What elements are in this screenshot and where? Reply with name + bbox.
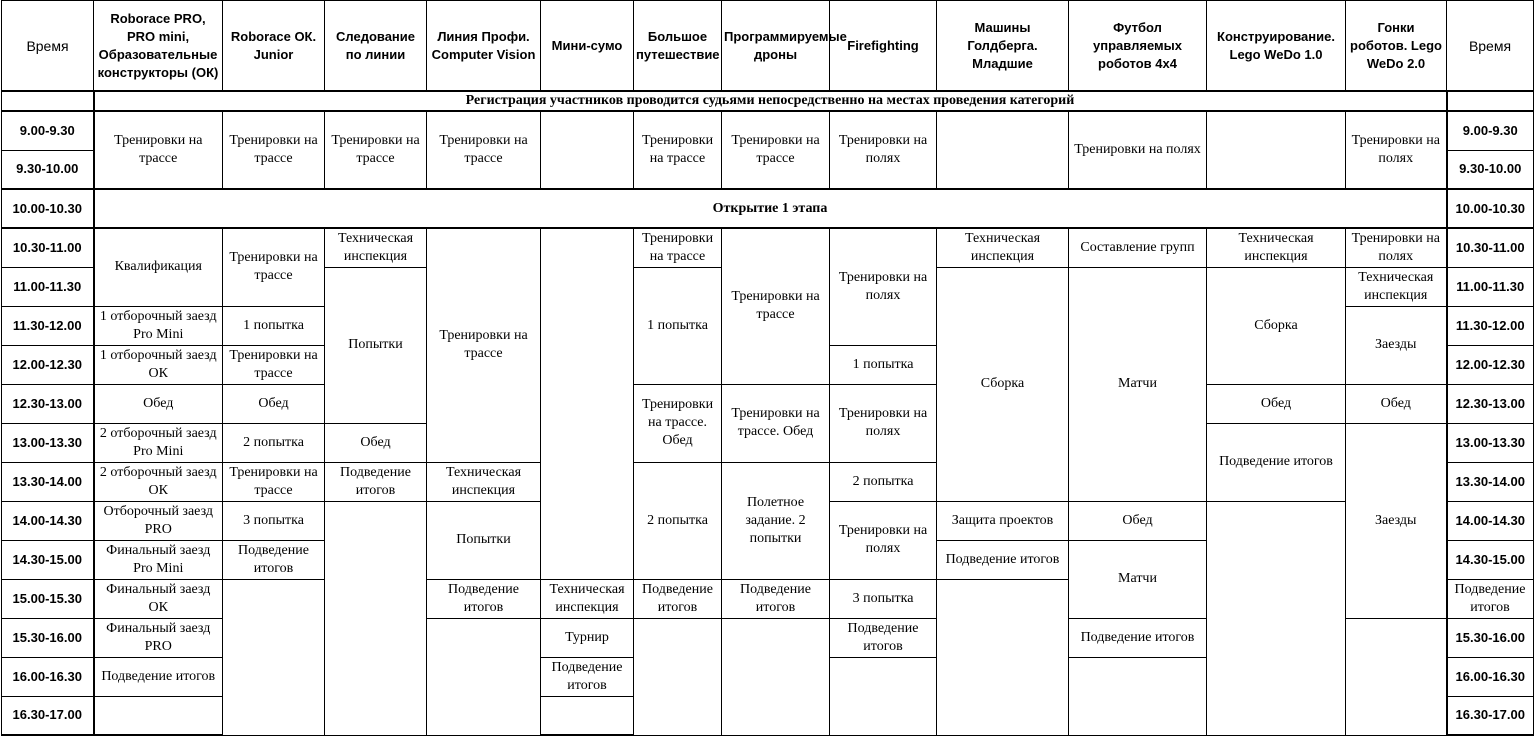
time-cell: 15.00-15.30 (2, 579, 94, 618)
time-cell: 9.00-9.30 (2, 111, 94, 150)
time-cell: 9.00-9.30 (1447, 111, 1534, 150)
schedule-cell: Защита проектов (937, 501, 1069, 540)
schedule-cell: Тренировки на полях (830, 501, 937, 579)
time-cell: 15.30-16.00 (2, 618, 94, 657)
header-line-pro-cv: Линия Профи. Computer Vision (427, 1, 541, 92)
schedule-cell-empty (634, 618, 722, 735)
time-cell: 12.00-12.30 (1447, 345, 1534, 384)
schedule-cell: Подведение итогов (223, 540, 325, 579)
schedule-cell: Квалификация (94, 228, 223, 306)
time-cell: 14.30-15.00 (2, 540, 94, 579)
schedule-cell-empty (541, 111, 634, 189)
schedule-table (1, 0, 1534, 736)
schedule-cell-empty (427, 618, 541, 735)
schedule-cell-empty (1346, 618, 1447, 735)
schedule-cell: Обед (1069, 501, 1207, 540)
header-row (2, 1, 1534, 92)
time-cell: 12.30-13.00 (2, 384, 94, 423)
schedule-cell: Тренировки на трассе. Обед (722, 384, 830, 462)
schedule-cell: 2 отборочный заезд ОК (94, 462, 223, 501)
time-cell: 10.30-11.00 (2, 228, 94, 267)
schedule-cell-empty (541, 228, 634, 579)
schedule-cell: Подведение итогов (325, 462, 427, 501)
header-time-right: Время (1447, 1, 1534, 92)
header-football: Футбол управляемых роботов 4x4 (1069, 1, 1207, 92)
schedule-cell: Тренировки на трассе (94, 111, 223, 189)
schedule-cell: Составление групп (1069, 228, 1207, 267)
schedule-cell: Техническая инспекция (541, 579, 634, 618)
schedule-cell: Тренировки на полях (1346, 228, 1447, 267)
schedule-cell: Финальный заезд PRO (94, 618, 223, 657)
time-cell-empty (1447, 91, 1534, 111)
header-big-journey: Большое путешествие (634, 1, 722, 92)
time-cell: 11.30-12.00 (2, 306, 94, 345)
schedule-cell: Заезды (1346, 306, 1447, 384)
schedule-cell-empty (937, 579, 1069, 735)
schedule-cell: Подведение итогов (722, 579, 830, 618)
schedule-cell: 2 отборочный заезд Pro Mini (94, 423, 223, 462)
time-cell: 14.00-14.30 (2, 501, 94, 540)
schedule-cell: Попытки (427, 501, 541, 579)
time-cell: 13.00-13.30 (1447, 423, 1534, 462)
schedule-cell-empty (1207, 111, 1346, 189)
schedule-cell: Подведение итогов (94, 657, 223, 696)
time-cell: 16.30-17.00 (1447, 696, 1534, 735)
schedule-cell: 2 попытка (830, 462, 937, 501)
schedule-cell: Тренировки на трассе (427, 111, 541, 189)
header-wedo1: Конструирование. Lego WeDo 1.0 (1207, 1, 1346, 92)
table-row (2, 111, 1534, 150)
schedule-cell: 2 попытка (634, 462, 722, 579)
time-cell: 11.00-11.30 (1447, 267, 1534, 306)
schedule-cell: Заезды (1346, 423, 1447, 618)
registration-banner: Регистрация участников проводится судьями непосредственно на местах проведения категорий (94, 91, 1447, 111)
schedule-cell: Тренировки на трассе (634, 111, 722, 189)
time-cell: 16.30-17.00 (2, 696, 94, 735)
header-drones: Программируемые дроны (722, 1, 830, 92)
schedule-cell: Обед (94, 384, 223, 423)
schedule-cell: Тренировки на трассе (634, 228, 722, 267)
time-cell: 14.00-14.30 (1447, 501, 1534, 540)
schedule-cell: 3 попытка (830, 579, 937, 618)
schedule-cell-empty (1069, 657, 1207, 735)
schedule-cell: Тренировки на полях (830, 228, 937, 345)
time-cell: 13.30-14.00 (2, 462, 94, 501)
schedule-cell: Подведение итогов (1069, 618, 1207, 657)
schedule-cell: 3 попытка (223, 501, 325, 540)
schedule-cell: Подведение итогов (1207, 423, 1346, 501)
schedule-cell: Тренировки на трассе (223, 228, 325, 306)
header-wedo2: Гонки роботов. Lego WeDo 2.0 (1346, 1, 1447, 92)
schedule-cell-empty (541, 696, 634, 735)
time-cell: 11.00-11.30 (2, 267, 94, 306)
schedule-cell: Подведение итогов (937, 540, 1069, 579)
schedule-cell-empty (830, 657, 937, 735)
schedule-cell: Подведение итогов (427, 579, 541, 618)
schedule-cell: Техническая инспекция (325, 228, 427, 267)
schedule-cell: Тренировки на полях (830, 111, 937, 189)
schedule-cell: Тренировки на трассе (223, 111, 325, 189)
time-cell: 10.00-10.30 (2, 189, 94, 228)
schedule-cell: Подведение итогов (830, 618, 937, 657)
schedule-cell-empty (94, 696, 223, 735)
schedule-cell: Тренировки на трассе (223, 345, 325, 384)
schedule-cell: Обед (1207, 384, 1346, 423)
schedule-cell: Сборка (1207, 267, 1346, 384)
schedule-cell: Финальный заезд Pro Mini (94, 540, 223, 579)
schedule-cell-empty (722, 618, 830, 735)
schedule-cell: Тренировки на полях (1069, 111, 1207, 189)
table-row (2, 91, 1534, 111)
header-roborace-pro: Roborace PRO, PRO mini, Образовательные конструкторы (ОК) (94, 1, 223, 92)
header-line-following: Следование по линии (325, 1, 427, 92)
schedule-cell: Матчи (1069, 267, 1207, 501)
schedule-cell: 1 попытка (223, 306, 325, 345)
time-cell: 12.00-12.30 (2, 345, 94, 384)
schedule-cell: Техническая инспекция (1346, 267, 1447, 306)
schedule-cell: Тренировки на трассе (325, 111, 427, 189)
header-time-left: Время (2, 1, 94, 92)
schedule-cell-empty (1207, 501, 1346, 735)
schedule-cell: 1 отборочный заезд Pro Mini (94, 306, 223, 345)
schedule-cell: Полетное задание. 2 попытки (722, 462, 830, 579)
table-row (2, 384, 1534, 423)
schedule-cell: 1 попытка (634, 267, 722, 384)
time-cell: 9.30-10.00 (2, 150, 94, 189)
schedule-cell: 1 попытка (830, 345, 937, 384)
schedule-cell-empty (325, 501, 427, 735)
schedule-cell: Обед (1346, 384, 1447, 423)
schedule-cell: Обед (325, 423, 427, 462)
schedule-cell: Турнир (541, 618, 634, 657)
schedule-cell: Отборочный заезд PRO (94, 501, 223, 540)
schedule-cell: Тренировки на трассе. Обед (634, 384, 722, 462)
time-cell: 16.00-16.30 (1447, 657, 1534, 696)
time-cell: 10.00-10.30 (1447, 189, 1534, 228)
table-row (2, 189, 1534, 228)
time-cell: 14.30-15.00 (1447, 540, 1534, 579)
schedule-cell: Тренировки на полях (1346, 111, 1447, 189)
time-cell: 9.30-10.00 (1447, 150, 1534, 189)
time-cell: 16.00-16.30 (2, 657, 94, 696)
header-goldberg: Машины Голдберга. Младшие (937, 1, 1069, 92)
schedule-cell: 1 отборочный заезд ОК (94, 345, 223, 384)
schedule-cell: Матчи (1069, 540, 1207, 618)
header-firefighting: Firefighting (830, 1, 937, 92)
schedule-cell-empty (937, 111, 1069, 189)
schedule-cell: Техническая инспекция (937, 228, 1069, 267)
schedule-cell: Подведение итогов (634, 579, 722, 618)
schedule-cell-empty (223, 579, 325, 735)
header-roborace-junior: Roborace ОК. Junior (223, 1, 325, 92)
time-cell: 13.00-13.30 (2, 423, 94, 462)
table-row (2, 228, 1534, 267)
time-cell: 12.30-13.00 (1447, 384, 1534, 423)
schedule-cell: Попытки (325, 267, 427, 423)
schedule-cell: Подведение итогов (1447, 579, 1534, 618)
schedule-cell: Техническая инспекция (427, 462, 541, 501)
opening-banner: Открытие 1 этапа (94, 189, 1447, 228)
schedule-cell: Финальный заезд ОК (94, 579, 223, 618)
time-cell: 15.30-16.00 (1447, 618, 1534, 657)
schedule-cell: 2 попытка (223, 423, 325, 462)
time-cell: 10.30-11.00 (1447, 228, 1534, 267)
time-cell: 11.30-12.00 (1447, 306, 1534, 345)
time-cell: 13.30-14.00 (1447, 462, 1534, 501)
schedule-cell: Обед (223, 384, 325, 423)
schedule-cell: Подведение итогов (541, 657, 634, 696)
schedule-cell: Тренировки на трассе (223, 462, 325, 501)
schedule-cell: Сборка (937, 267, 1069, 501)
schedule-cell: Техническая инспекция (1207, 228, 1346, 267)
schedule-cell: Тренировки на трассе (427, 228, 541, 462)
schedule-cell: Тренировки на трассе (722, 228, 830, 384)
schedule-cell: Тренировки на трассе (722, 111, 830, 189)
header-mini-sumo: Мини-сумо (541, 1, 634, 92)
schedule-cell: Тренировки на полях (830, 384, 937, 462)
time-cell-empty (2, 91, 94, 111)
